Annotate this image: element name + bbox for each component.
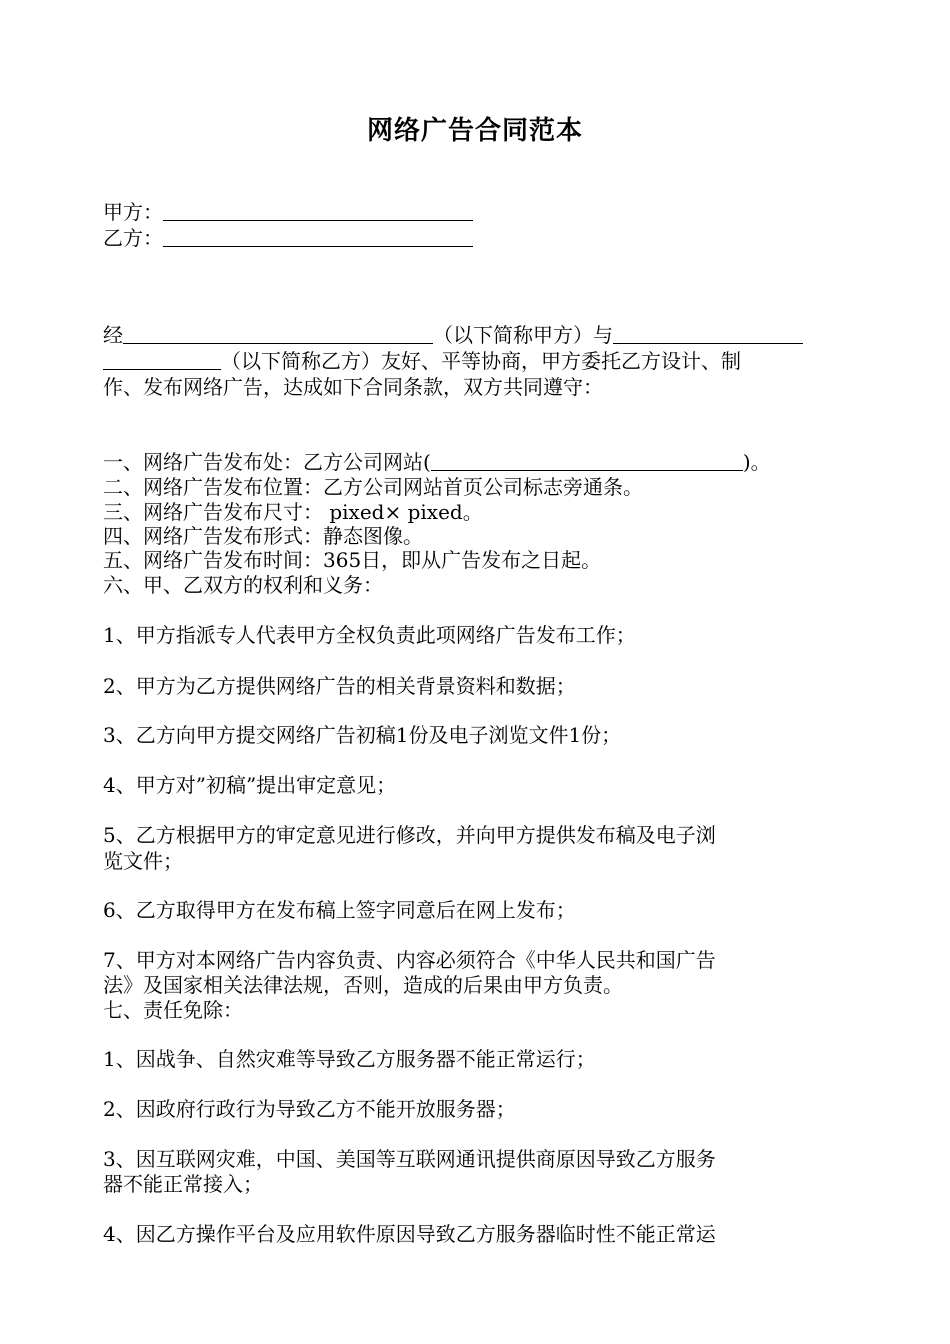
clause-7: 七、责任免除： — [103, 998, 243, 1022]
intro-party-a-blank[interactable] — [123, 323, 433, 344]
exemption-3-line-1: 3、因互联网灾难，中国、美国等互联网通讯提供商原因导致乙方服务 — [103, 1147, 716, 1171]
party-b-label: 乙方： — [103, 226, 163, 250]
duty-2: 2、甲方为乙方提供网络广告的相关背景资料和数据； — [103, 674, 576, 698]
party-b-blank[interactable] — [163, 226, 473, 247]
duty-6: 6、乙方取得甲方在发布稿上签字同意后在网上发布； — [103, 898, 576, 922]
exemption-1: 1、因战争、自然灾难等导致乙方服务器不能正常运行； — [103, 1047, 596, 1071]
duty-5-line-1: 5、乙方根据甲方的审定意见进行修改，并向甲方提供发布稿及电子浏 — [103, 823, 716, 847]
exemption-3-line-2: 器不能正常接入； — [103, 1172, 263, 1196]
clause-text: 一、网络广告发布处：乙方公司网站( — [103, 450, 431, 474]
duty-4: 4、甲方对”初稿”提出审定意见； — [103, 773, 397, 797]
clause-6: 六、甲、乙双方的权利和义务： — [103, 573, 383, 597]
party-a-blank[interactable] — [163, 200, 473, 221]
party-a-line — [103, 200, 473, 224]
clause-4: 四、网络广告发布形式：静态图像。 — [103, 524, 423, 548]
intro-line-1 — [103, 323, 803, 347]
clause-3: 三、网络广告发布尺寸： pixed× pixed。 — [103, 500, 483, 524]
clause-5: 五、网络广告发布时间：365日，即从广告发布之日起。 — [103, 548, 602, 572]
clause-2: 二、网络广告发布位置：乙方公司网站首页公司标志旁通条。 — [103, 475, 643, 499]
exemption-4-line-1: 4、因乙方操作平台及应用软件原因导致乙方服务器临时性不能正常运 — [103, 1222, 716, 1246]
duty-3: 3、乙方向甲方提交网络广告初稿1份及电子浏览文件1份； — [103, 723, 622, 747]
intro-line-3: 作、发布网络广告，达成如下合同条款，双方共同遵守： — [103, 375, 603, 399]
document-title: 网络广告合同范本 — [366, 116, 583, 146]
duty-5-line-2: 览文件； — [103, 849, 183, 873]
clause-1 — [103, 450, 771, 474]
party-b-line — [103, 226, 473, 250]
intro-text: 经 — [103, 323, 123, 347]
duty-7-line-2: 法》及国家相关法律法规，否则，造成的后果由甲方负责。 — [103, 973, 623, 997]
clause-text: )。 — [742, 450, 771, 474]
website-blank[interactable] — [431, 450, 743, 471]
intro-party-b-blank-cont[interactable] — [103, 349, 221, 370]
duty-1: 1、甲方指派专人代表甲方全权负责此项网络广告发布工作； — [103, 623, 636, 647]
exemption-2: 2、因政府行政行为导致乙方不能开放服务器； — [103, 1097, 516, 1121]
intro-text: （以下简称乙方）友好、平等协商，甲方委托乙方设计、制 — [221, 349, 741, 373]
intro-text: （以下简称甲方）与 — [433, 323, 613, 347]
intro-line-2 — [103, 349, 741, 373]
intro-party-b-blank[interactable] — [613, 323, 803, 344]
duty-7-line-1: 7、甲方对本网络广告内容负责、内容必须符合《中华人民共和国广告 — [103, 948, 716, 972]
party-a-label: 甲方： — [103, 200, 163, 224]
